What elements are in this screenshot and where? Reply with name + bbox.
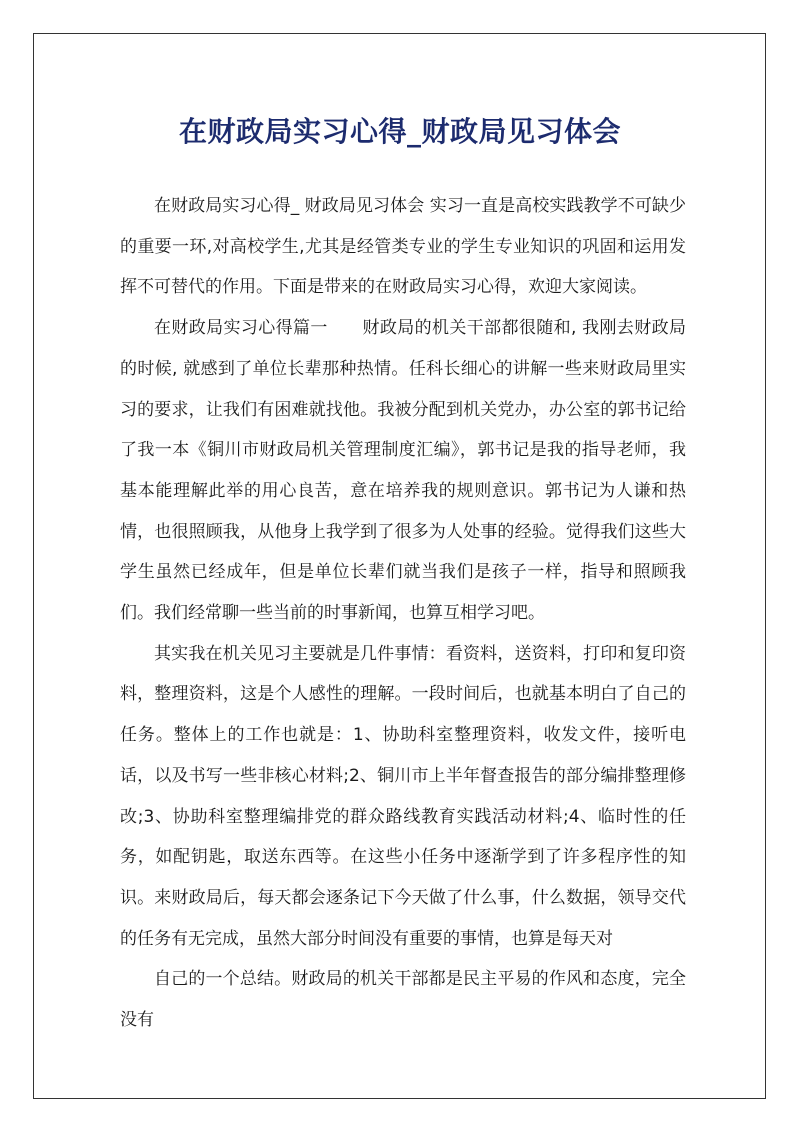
paragraph-intro: 在财政局实习心得_ 财政局见习体会 实习一直是高校实践教学不可缺少的重要一环,对高校学生,尤其是经管类专业的学生专业知识的巩固和运用发挥不可替代的作用。下面是带来的在财政局实习心得，欢迎大家阅读。 [120,196,686,298]
paragraph-duties: 其实我在机关见习主要就是几件事情：看资料，送资料，打印和复印资料，整理资料，这是个人感性的理解。一段时间后，也就基本明白了自己的任务。整体上的工作也就是：1、协助科室整理资料，收发文件，接听电话，以及书写一些非核心材料;2、铜川市上半年督查报告的部分编排整理修改;3、协助科室整理编排党的群众路线教育实践活动材料;4、临时性的任务，如配钥匙，取送东西等。在这些小任务中逐渐学到了许多程序性的知识。来财政局后，每天都会逐条记下今天做了什么事，什么数据，领导交代的任务有无完成，虽然大部分时间没有重要的事情，也算是每天对 [120,643,686,949]
document-title: 在财政局实习心得_财政局见习体会 [178,115,621,148]
paragraph-summary: 自己的一个总结。财政局的机关干部都是民主平易的作风和态度，完全没有 [120,969,686,1031]
document-body [120,186,686,1041]
paragraph-part-one: 在财政局实习心得篇一 财政局的机关干部都很随和, 我刚去财政局的时候, 就感到了单位长辈那种热情。任科长细心的讲解一些来财政局里实习的要求，让我们有困难就找他。我被分配到机关党办，办公室的郭书记给了我一本《铜川市财政局机关管理制度汇编》，郭书记是我的指导老师，我基本能理解此举的用心良苦，意在培养我的规则意识。郭书记为人谦和热情，也很照顾我，从他身上我学到了很多为人处事的经验。觉得我们这些大学生虽然已经成年，但是单位长辈们就当我们是孩子一样，指导和照顾我们。我们经常聊一些当前的时事新闻，也算互相学习吧。 [120,318,686,624]
